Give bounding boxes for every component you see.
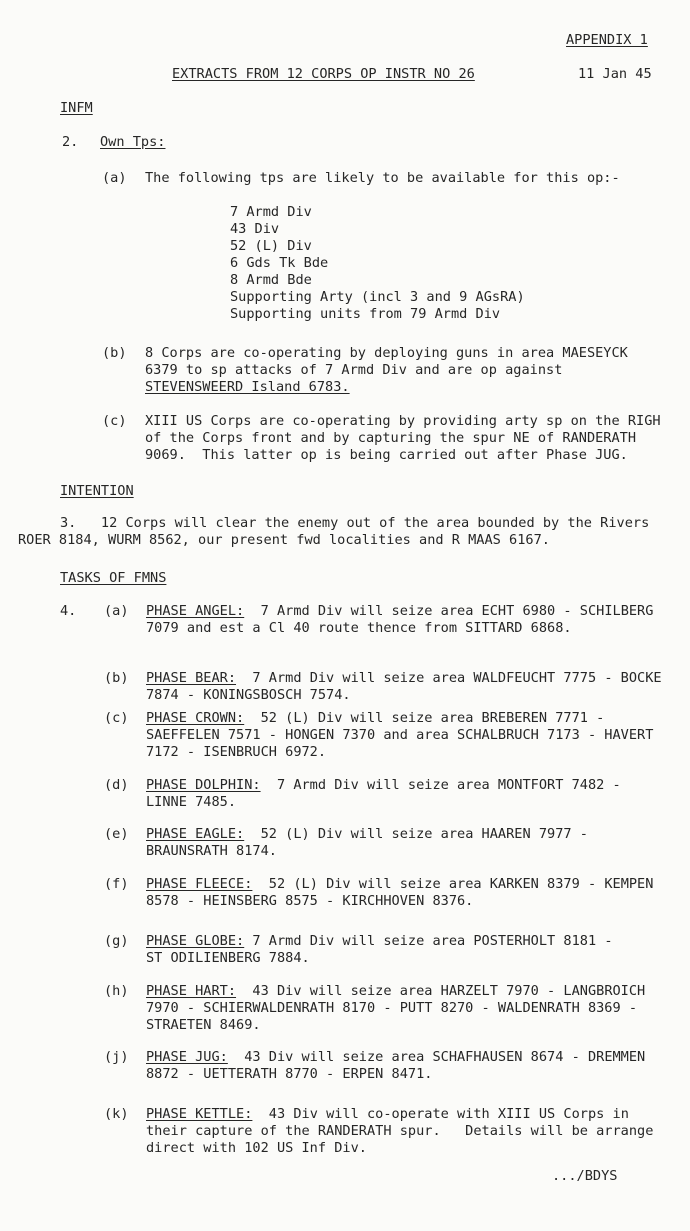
list-item: 52 (L) Div [230, 238, 312, 254]
phase-name: PHASE HART: [146, 983, 237, 999]
task-label: (c) [104, 710, 129, 726]
task-continuation-line: BRAUNSRATH 8174. [146, 843, 277, 859]
item-c-line: of the Corps front and by capturing the spur NE of RANDERATH [145, 430, 637, 446]
document-title: EXTRACTS FROM 12 CORPS OP INSTR NO 26 [172, 66, 475, 82]
task-first-line [146, 826, 588, 843]
intention-line: ROER 8184, WURM 8562, our present fwd localities and R MAAS 6167. [18, 532, 550, 548]
phase-name: PHASE FLEECE: [146, 876, 253, 892]
item-b-line: 8 Corps are co-operating by deploying guns in area MAESEYCK [145, 345, 628, 361]
task-label: (k) [104, 1106, 129, 1122]
para-4-number: 4. [60, 603, 77, 619]
list-item: Supporting Arty (incl 3 and 9 AGsRA) [230, 289, 525, 305]
task-first-line [146, 670, 662, 687]
task-text: 7 Armd Div will seize area WALDFEUCHT 7775 - BOCKE [236, 670, 662, 686]
list-item: 8 Armd Bde [230, 272, 312, 288]
task-continuation-line: 7874 - KONINGSBOSCH 7574. [146, 687, 351, 703]
task-continuation-line: LINNE 7485. [146, 794, 237, 810]
task-text: 52 (L) Div will seize area HAAREN 7977 - [244, 826, 588, 842]
task-text: 52 (L) Div will seize area BREBEREN 7771 - [244, 710, 605, 726]
task-continuation-line: 7172 - ISENBRUCH 6972. [146, 744, 327, 760]
task-continuation-line: ST ODILIENBERG 7884. [146, 950, 310, 966]
task-continuation-line: STRAETEN 8469. [146, 1017, 261, 1033]
phase-name: PHASE BEAR: [146, 670, 237, 686]
appendix-label: APPENDIX 1 [566, 32, 648, 48]
task-text: 7 Armd Div will seize area ECHT 6980 - SCHILBERG [244, 603, 654, 619]
continuation-marker: .../BDYS [552, 1168, 618, 1184]
task-label: (d) [104, 777, 129, 793]
task-first-line [146, 1106, 629, 1123]
task-text: 52 (L) Div will seize area KARKEN 8379 - KEMPEN [252, 876, 654, 892]
task-first-line [146, 933, 613, 950]
phase-name: PHASE CROWN: [146, 710, 245, 726]
task-continuation-line: their capture of the RANDERATH spur. Details will be arrange [146, 1123, 654, 1139]
task-label: (j) [104, 1049, 129, 1065]
intention-line: 3. 12 Corps will clear the enemy out of the area bounded by the Rivers [60, 515, 650, 531]
task-text: 43 Div will co-operate with XIII US Corps in [252, 1106, 629, 1122]
list-item: 6 Gds Tk Bde [230, 255, 329, 271]
task-label: (a) [104, 603, 129, 619]
para-2-title: Own Tps: [100, 134, 166, 150]
list-item: 7 Armd Div [230, 204, 312, 220]
task-continuation-line: 7970 - SCHIERWALDENRATH 8170 - PUTT 8270 - WALDENRATH 8369 - [146, 1000, 638, 1016]
item-b-label: (b) [102, 345, 127, 361]
task-text: 43 Div will seize area HARZELT 7970 - LANGBROICH [236, 983, 646, 999]
task-first-line [146, 1049, 645, 1066]
task-first-line [146, 983, 645, 1000]
phase-name: PHASE DOLPHIN: [146, 777, 261, 793]
phase-name: PHASE JUG: [146, 1049, 228, 1065]
document-date: 11 Jan 45 [578, 66, 652, 82]
item-b-line: STEVENSWEERD Island 6783. [145, 379, 350, 395]
task-text: 43 Div will seize area SCHAFHAUSEN 8674 - DREMMEN [227, 1049, 646, 1065]
task-continuation-line: 7079 and est a Cl 40 route thence from SITTARD 6868. [146, 620, 572, 636]
task-first-line [146, 603, 653, 620]
item-a-label: (a) [102, 170, 127, 186]
task-label: (e) [104, 826, 129, 842]
list-item: Supporting units from 79 Armd Div [230, 306, 501, 322]
phase-name: PHASE EAGLE: [146, 826, 245, 842]
phase-name: PHASE GLOBE: [146, 933, 245, 949]
task-label: (b) [104, 670, 129, 686]
infm-heading: INFM [60, 100, 93, 116]
intention-heading: INTENTION [60, 483, 134, 499]
item-c-label: (c) [102, 413, 127, 429]
task-text: 7 Armd Div will seize area POSTERHOLT 8181 - [244, 933, 613, 949]
task-continuation-line: direct with 102 US Inf Div. [146, 1140, 367, 1156]
list-item: 43 Div [230, 221, 280, 237]
item-b-line: 6379 to sp attacks of 7 Armd Div and are op against [145, 362, 563, 378]
task-label: (g) [104, 933, 129, 949]
task-label: (f) [104, 876, 129, 892]
task-first-line [146, 777, 621, 794]
item-c-line: 9069. This latter op is being carried out after Phase JUG. [145, 447, 628, 463]
phase-name: PHASE KETTLE: [146, 1106, 253, 1122]
tasks-heading: TASKS OF FMNS [60, 570, 167, 586]
item-c-line: XIII US Corps are co-operating by providing arty sp on the RIGH [145, 413, 661, 429]
task-text: 7 Armd Div will seize area MONTFORT 7482 - [260, 777, 621, 793]
task-continuation-line: SAEFFELEN 7571 - HONGEN 7370 and area SCHALBRUCH 7173 - HAVERT [146, 727, 654, 743]
para-2-number: 2. [62, 134, 79, 150]
task-first-line [146, 710, 604, 727]
task-label: (h) [104, 983, 129, 999]
item-a-text: The following tps are likely to be available for this op:- [145, 170, 620, 186]
phase-name: PHASE ANGEL: [146, 603, 245, 619]
task-continuation-line: 8872 - UETTERATH 8770 - ERPEN 8471. [146, 1066, 433, 1082]
task-first-line [146, 876, 653, 893]
task-continuation-line: 8578 - HEINSBERG 8575 - KIRCHHOVEN 8376. [146, 893, 474, 909]
